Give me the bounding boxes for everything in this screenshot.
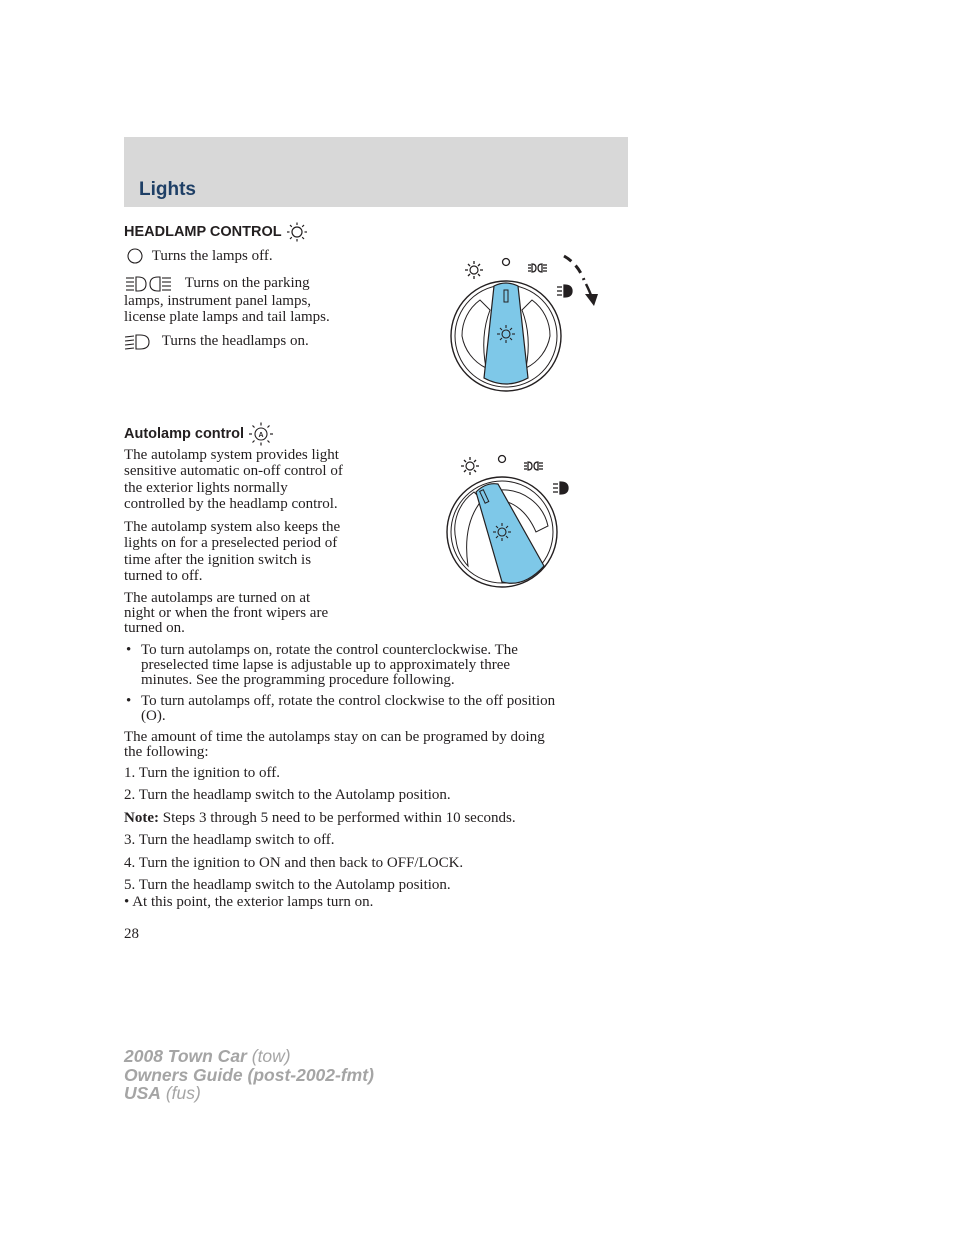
autolamp-control-heading xyxy=(124,422,274,446)
knob-parking-symbol xyxy=(524,462,543,470)
headlamp-knob-figure xyxy=(440,250,610,400)
autolamp-para-2 xyxy=(124,519,384,584)
final-bullet: • At this point, the exterior lamps turn on. xyxy=(124,894,374,910)
page-title: Lights xyxy=(139,179,196,200)
headlamp-heading-text: HEADLAMP CONTROL xyxy=(124,224,282,240)
step-3: 3. Turn the headlamp switch to off. xyxy=(124,832,335,848)
parking-line-1: Turns on the parking xyxy=(184,275,310,292)
svg-text:A: A xyxy=(258,432,264,439)
headlamps-text: Turns the headlamps on. xyxy=(161,333,309,350)
bullet2-line: To turn autolamps off, rotate the control clockwise to the off position xyxy=(141,693,556,709)
para3-line: The autolamps are turned on at xyxy=(124,590,311,606)
footer-model: 2008 Town Car xyxy=(124,1046,247,1066)
intro-line: the following: xyxy=(124,744,209,760)
intro-line: The amount of time the autolamps stay on can be programed by doing xyxy=(124,729,545,745)
knob-headlamp-symbol xyxy=(557,285,572,297)
bullet-turn-off: • To turn autolamps off, rotate the control clockwise to the off position (O). xyxy=(124,694,624,724)
autolamp-para-3 xyxy=(124,591,384,635)
headlamp-control-heading xyxy=(124,222,308,242)
autolamp-icon xyxy=(286,222,308,242)
page-number: 28 xyxy=(124,926,139,942)
bullet-turn-on: • To turn autolamps on, rotate the control counterclockwise. The preselected time lapse is adjustable up to approximately three minutes. See the programming procedure following. xyxy=(124,643,624,688)
parking-row xyxy=(124,275,424,326)
bullet1-line: To turn autolamps on, rotate the control counterclockwise. The xyxy=(141,642,518,658)
rotate-arrow-icon xyxy=(564,256,598,306)
off-circle-icon xyxy=(124,248,144,266)
para2-line: The autolamp system also keeps the xyxy=(124,519,341,535)
knob-autolamp-symbol xyxy=(461,457,479,475)
step-4: 4. Turn the ignition to ON and then back to OFF/LOCK. xyxy=(124,855,464,871)
parking-line-3: license plate lamps and tail lamps. xyxy=(124,309,330,326)
knob-parking-symbol xyxy=(528,264,547,272)
note-text: Steps 3 through 5 need to be performed within 10 seconds. xyxy=(158,810,516,826)
para1-line: The autolamp system provides light xyxy=(124,447,339,463)
off-row xyxy=(124,248,273,266)
bullet1-line: preselected time lapse is adjustable up to approximately three xyxy=(141,657,511,673)
bullet1-line: minutes. See the programming procedure following. xyxy=(141,672,455,688)
note xyxy=(124,810,516,826)
final-bullet-text: At this point, the exterior lamps turn on. xyxy=(132,894,374,910)
off-text: Turns the lamps off. xyxy=(151,248,273,265)
para1-line: sensitive automatic on-off control of xyxy=(124,463,343,480)
footer-region-code: (fus) xyxy=(160,1083,201,1103)
autolamp-heading-text: Autolamp control xyxy=(124,426,245,442)
para2-line: time after the ignition switch is xyxy=(124,551,312,568)
para2-line: turned to off. xyxy=(124,567,203,584)
step-2: 2. Turn the headlamp switch to the Autolamp position. xyxy=(124,787,451,803)
parking-lamp-icon xyxy=(124,275,174,293)
knob-off-symbol xyxy=(499,456,506,463)
headlamps-row xyxy=(124,333,309,351)
step-1: 1. Turn the ignition to off. xyxy=(124,765,280,781)
footer-model-code: (tow) xyxy=(246,1046,291,1066)
section-header xyxy=(124,137,628,207)
para3-line: night or when the front wipers are xyxy=(124,604,329,621)
para1-line: the exterior lights normally xyxy=(124,479,288,496)
knob-autolamp-symbol xyxy=(465,261,483,279)
step-5: 5. Turn the headlamp switch to the Autolamp position. xyxy=(124,877,451,893)
para1-line: controlled by the headlamp control. xyxy=(124,495,338,512)
autolamp-para-1 xyxy=(124,447,384,512)
document-footer xyxy=(124,1047,374,1103)
bullet2-line: (O). xyxy=(141,708,166,724)
footer-guide: Owners Guide (post-2002-fmt) xyxy=(124,1064,374,1085)
programming-intro xyxy=(124,730,624,760)
footer-region: USA xyxy=(124,1083,161,1103)
autolamp-knob-figure xyxy=(440,448,580,593)
para2-line: lights on for a preselected period of xyxy=(124,535,338,552)
knob-off-symbol xyxy=(503,259,510,266)
headlamp-icon xyxy=(124,333,152,351)
note-label: Note: xyxy=(124,810,159,826)
parking-line-2: lamps, instrument panel lamps, xyxy=(124,293,312,309)
autolamp-icon xyxy=(248,422,274,446)
para3-line: turned on. xyxy=(124,619,185,636)
knob-headlamp-symbol xyxy=(553,482,568,494)
